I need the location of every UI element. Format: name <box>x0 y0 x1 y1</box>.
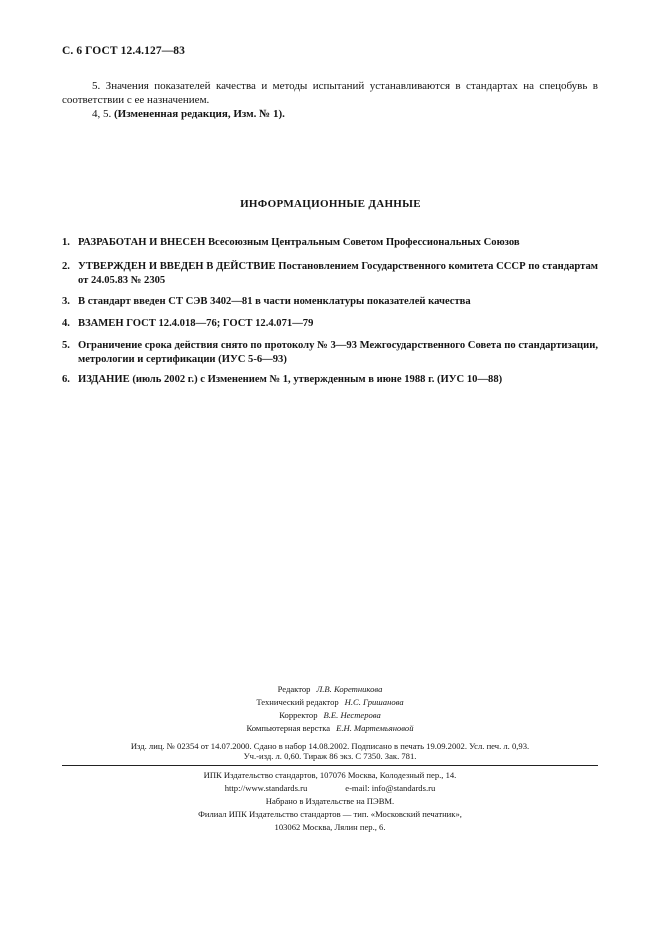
info-item-number: 6. <box>62 374 70 385</box>
info-item-number: 5. <box>62 340 70 351</box>
printer-address: 103062 Москва, Лялин пер., 6. <box>274 822 386 832</box>
info-item-number: 4. <box>62 318 70 329</box>
publication-line-2: Уч.-изд. л. 0,60. Тираж 86 экз. С 7350. Зак. 781. <box>243 751 417 761</box>
info-item <box>62 339 598 367</box>
info-section-title: ИНФОРМАЦИОННЫЕ ДАННЫЕ <box>240 198 421 210</box>
typeset-note: Набрано в Издательстве на ПЭВМ. <box>265 796 395 806</box>
credit-row <box>62 683 598 696</box>
paragraph-quality-indicators: 5. Значения показателей качества и методы испытаний устанавливаются в стандартах на спецобувь в соответствии с ее назначением. <box>62 80 598 106</box>
info-item-text: ИЗДАНИЕ (июль 2002 г.) с Изменением № 1, утвержденным в июне 1988 г. (ИУС 10—88) <box>78 374 503 385</box>
email-link[interactable]: e-mail: info@standards.ru <box>345 783 436 793</box>
info-item-text: Ограничение срока действия снято по протоколу № 3—93 Межгосударственного Совета по стандартизации, метрологии и сертификации (ИУС 5-6—93) <box>78 340 598 365</box>
credit-name: Н.С. Гришанова <box>344 697 404 707</box>
info-item <box>62 317 598 331</box>
page-header: С. 6 ГОСТ 12.4.127—83 <box>62 45 185 57</box>
info-item-text: В стандарт введен СТ СЭВ 3402—81 в части номенклатуры показателей качества <box>78 296 471 307</box>
credit-role: Корректор <box>279 710 318 720</box>
amendment-text: (Измененная редакция, Изм. № 1). <box>114 108 285 120</box>
credit-name: Е.Н. Мартемьяновой <box>336 723 414 733</box>
publisher-footer <box>62 769 598 834</box>
credit-role: Технический редактор <box>256 697 339 707</box>
credit-row <box>62 722 598 735</box>
credits-block <box>62 683 598 735</box>
paragraph-amendment-note <box>92 107 592 121</box>
publisher-contacts <box>62 782 598 795</box>
credit-row <box>62 709 598 722</box>
credit-name: Л.В. Коретникова <box>316 684 383 694</box>
info-item-text: УТВЕРЖДЕН И ВВЕДЕН В ДЕЙСТВИЕ Постановлением Государственного комитета СССР по стандартам от 24.05.83 № 2305 <box>78 261 598 286</box>
info-item <box>62 260 598 288</box>
info-item <box>62 236 598 250</box>
credit-role: Компьютерная верстка <box>246 723 331 733</box>
website-link[interactable]: http://www.standards.ru <box>224 783 308 793</box>
info-item <box>62 295 598 309</box>
publication-line-1: Изд. лиц. № 02354 от 14.07.2000. Сдано в набор 14.08.2002. Подписано в печать 19.09.2002. Усл. печ. л. 0,93. <box>130 741 530 751</box>
amendment-clauses: 4, 5. <box>92 108 114 120</box>
info-item-text: РАЗРАБОТАН И ВНЕСЕН Всесоюзным Центральным Советом Профессиональных Союзов <box>78 237 520 248</box>
info-item-number: 3. <box>62 296 70 307</box>
info-item-number: 2. <box>62 261 70 272</box>
publication-data <box>40 741 620 761</box>
publisher-address: ИПК Издательство стандартов, 107076 Москва, Колодезный пер., 14. <box>203 770 457 780</box>
info-item-number: 1. <box>62 237 70 248</box>
divider-rule <box>62 765 598 766</box>
info-item-text: ВЗАМЕН ГОСТ 12.4.018—76; ГОСТ 12.4.071—79 <box>78 318 314 329</box>
credit-row <box>62 696 598 709</box>
credit-role: Редактор <box>277 684 311 694</box>
info-item <box>62 373 598 387</box>
credit-name: В.Е. Нестерова <box>323 710 381 720</box>
printer-branch: Филиал ИПК Издательство стандартов — тип. «Московский печатник», <box>198 809 462 819</box>
